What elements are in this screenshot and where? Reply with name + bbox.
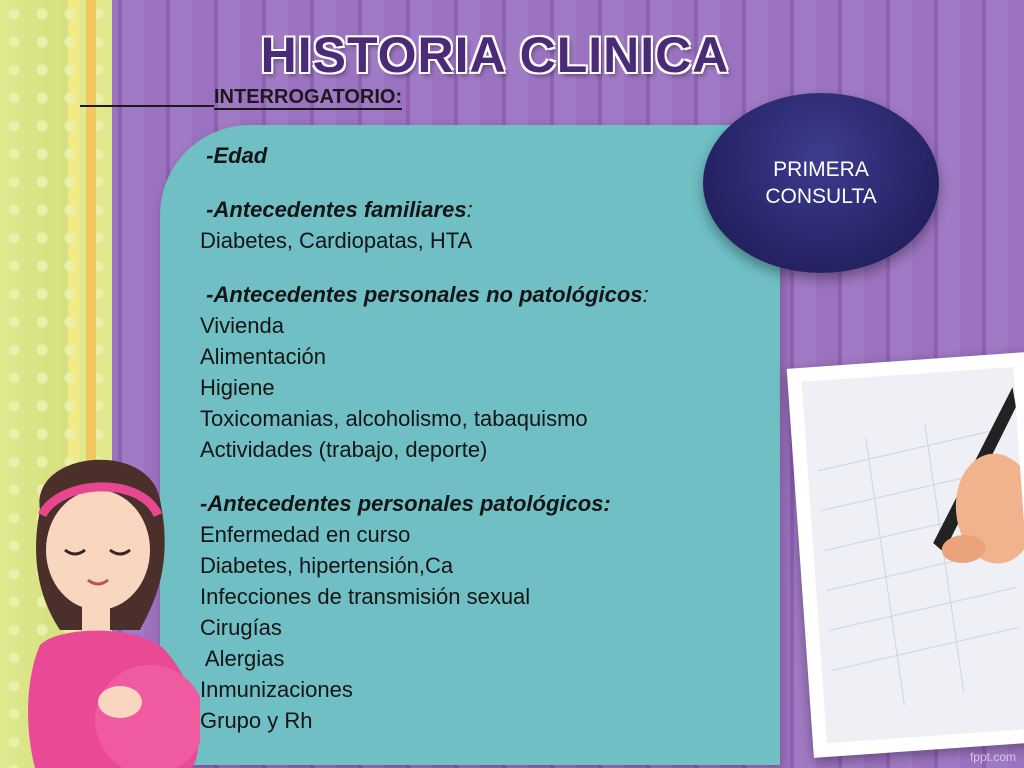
list-item: Toxicomanias, alcoholismo, tabaquismo [200, 406, 588, 431]
badge-line-2: CONSULTA [765, 185, 877, 208]
pregnant-woman-illustration [0, 440, 200, 768]
list-item: Alimentación [200, 344, 326, 369]
section-label-text: INTERROGATORIO: [214, 86, 403, 108]
no-patologicos-heading: -Antecedentes personales no patológicos: [206, 282, 649, 307]
primera-consulta-badge [703, 93, 939, 273]
photo-form-illustration [802, 367, 1024, 743]
list-item: Infecciones de transmisión sexual [200, 584, 531, 609]
content-list [200, 140, 780, 736]
list-item: Enfermedad en curso [200, 522, 411, 547]
familiares-items: Diabetes, Cardiopatas, HTA [200, 228, 473, 253]
list-item: Vivienda [200, 313, 284, 338]
list-item: Cirugías [200, 615, 282, 640]
pen-hand-illustration [802, 367, 1024, 743]
list-item: Actividades (trabajo, deporte) [200, 437, 488, 462]
clipboard-photo [787, 352, 1024, 758]
patologicos-heading: -Antecedentes personales patológicos: [200, 491, 611, 516]
section-label [80, 86, 402, 109]
list-item: Diabetes, hipertensión,Ca [200, 553, 454, 578]
edad-heading: -Edad [206, 143, 268, 168]
page-title: HISTORIA CLINICA [260, 27, 730, 83]
list-item: Grupo y Rh [200, 708, 313, 733]
list-item: Inmunizaciones [200, 677, 353, 702]
watermark: fppt.com [969, 750, 1016, 764]
list-item: Higiene [200, 375, 275, 400]
familiares-heading: -Antecedentes familiares: [206, 197, 473, 222]
list-item: Alergias [200, 646, 285, 671]
badge-line-1: PRIMERA [773, 158, 869, 181]
